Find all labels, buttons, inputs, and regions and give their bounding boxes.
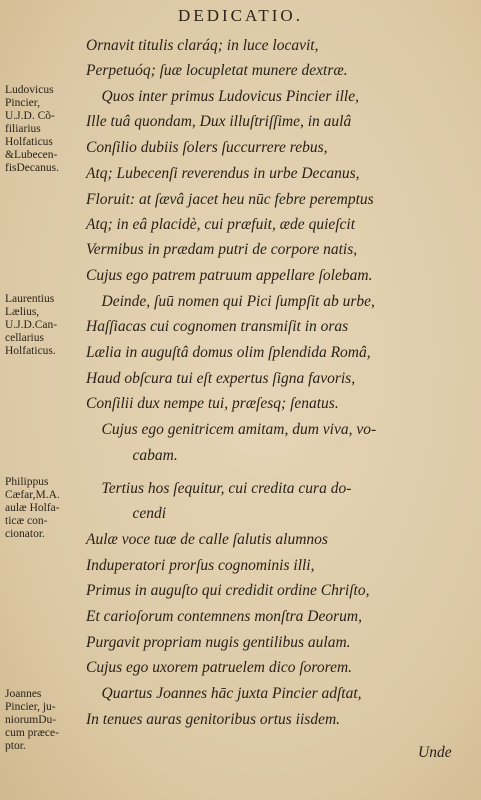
verse-line: Floruit: at ſævâ jacet heu nūc febre peremptus <box>86 191 374 208</box>
margin-note-line: aulæ Holfa- <box>5 502 60 514</box>
margin-note-line: U.J.D. Cõ- <box>5 110 55 122</box>
margin-note-line: Holfaticus. <box>5 345 56 357</box>
verse-line: Conſilii dux nempe tui, præſesq; ſenatus. <box>86 395 339 412</box>
verse-line: Purgavit propriam nugis gentilibus aulam. <box>86 634 351 651</box>
catchword: Unde <box>418 744 452 761</box>
verse-line: Tertius hos ſequitur, cui credita cura do- <box>86 480 352 497</box>
margin-note-line: cellarius <box>5 332 44 344</box>
verse-line: Aulæ voce tuæ de calle ſalutis alumnos <box>86 531 328 548</box>
verse-line: Lælia in auguſtâ domus olim ſplendida Româ, <box>86 344 371 361</box>
verse-line: Et carioſorum contemnens monſtra Deorum, <box>86 608 362 625</box>
verse-line: Ornavit titulis claráq; in luce locavit, <box>86 37 319 54</box>
margin-note-line: Ludovicus <box>5 84 54 96</box>
verse-line: Deinde, ſuū nomen qui Pici ſumpſit ab urbe, <box>86 293 375 310</box>
margin-note-line: Pincier, ju- <box>5 701 56 713</box>
margin-note-line: Cæfar,M.A. <box>5 489 60 501</box>
margin-note-line: ptor. <box>5 740 26 752</box>
verse-line: Conſilio dubiis ſolers ſuccurrere rebus, <box>86 139 328 156</box>
margin-note-line: Pincier, <box>5 97 40 109</box>
margin-note-laurentius <box>5 293 83 358</box>
margin-note-joannes <box>5 688 83 753</box>
margin-note-line: ticæ con- <box>5 515 48 527</box>
running-header: DEDICATIO. <box>178 6 303 25</box>
verse-line: Quos inter primus Ludovicus Pincier ille, <box>86 88 359 105</box>
verse-line: Cujus ego genitricem amitam, dum viva, vo- <box>86 421 377 438</box>
margin-note-ludovicus <box>5 84 83 175</box>
verse-line: Quartus Joannes hāc juxta Pincier adſtat, <box>86 685 362 702</box>
verse-line: Atq; in eâ placidè, cui præfuit, æde quieſcit <box>86 216 356 233</box>
verse-line: Vermibus in prædam putri de corpore natis, <box>86 241 358 258</box>
margin-note-line: Holfaticus <box>5 136 53 148</box>
verse-line: In tenues auras genitoribus ortus iisdem. <box>86 711 341 728</box>
verse-line: cabam. <box>86 447 178 464</box>
margin-note-line: cum præce- <box>5 727 59 739</box>
verse-line: Atq; Lubecenſi reverendus in urbe Decanus, <box>86 165 360 182</box>
margin-note-line: Laurentius <box>5 293 55 305</box>
verse-line: Ille tuâ quondam, Dux illuſtriſſime, in aulâ <box>86 113 352 130</box>
verse-line: Perpetuóq; ſuæ locupletat munere dextræ. <box>86 62 348 79</box>
margin-note-line: niorumDu- <box>5 714 57 726</box>
margin-note-line: &Lubecen- <box>5 149 58 161</box>
margin-note-line: cionator. <box>5 528 45 540</box>
margin-note-philippus <box>5 476 83 541</box>
verse-line: Induperatori prorſus cognominis illi, <box>86 557 315 574</box>
verse-line: Cujus ego uxorem patruelem dico ſororem. <box>86 659 353 676</box>
verse-line: Haud obſcura tui eſt expertus ſigna favoris, <box>86 370 356 387</box>
margin-note-line: U.J.D.Can- <box>5 319 58 331</box>
verse-line: Cujus ego patrem patruum appellare ſolebam. <box>86 267 373 284</box>
verse-line: Haſſiacas cui cognomen transmiſit in oras <box>86 318 349 335</box>
margin-note-line: Joannes <box>5 688 42 700</box>
margin-note-line: Lælius, <box>5 306 40 318</box>
verse-line: cendi <box>86 505 167 522</box>
margin-note-line: filiarius <box>5 123 41 135</box>
verse-line: Primus in auguſto qui credidit ordine Chriſto, <box>86 582 370 599</box>
margin-note-line: Philippus <box>5 476 49 488</box>
margin-note-line: fisDecanus. <box>5 162 59 174</box>
